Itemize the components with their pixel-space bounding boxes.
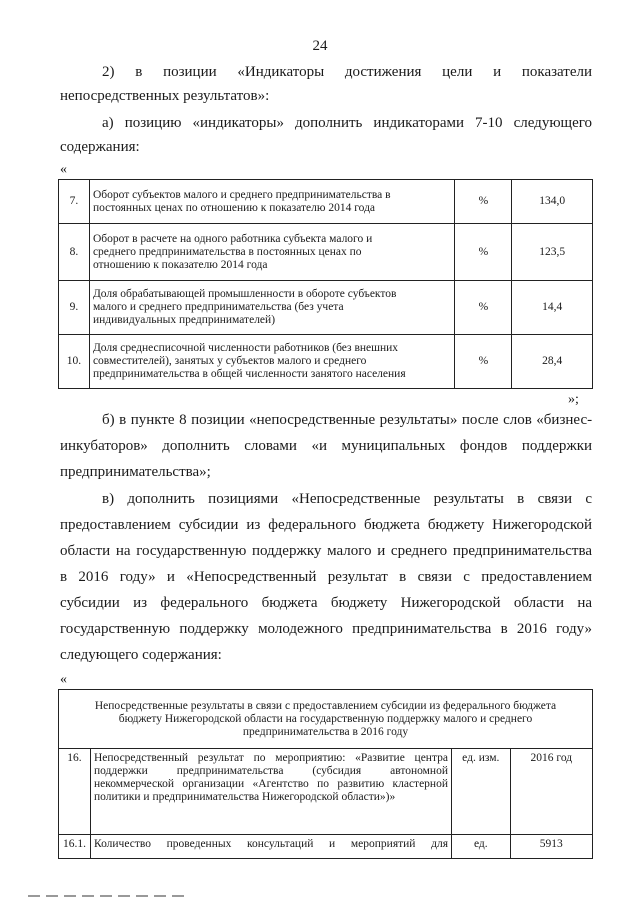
row-description: Оборот в расчете на одного работника субъекта малого и среднего предпринимательства в постоянных ценах по отношению к показателю 2014 года [89,224,455,281]
point-a-line-1: а) позицию «индикаторы» дополнить индикаторами 7-10 следующего [102,115,593,131]
indicators-table [58,179,593,389]
row-value: 28,4 [512,335,593,389]
row-number: 7. [59,180,90,224]
row-unit: ед. [451,835,510,859]
quote-open-mark: « [60,162,67,177]
point-c-line-6: государственную поддержку молодежного предпринимательства в 2016 году» [60,621,593,637]
point-c-line-3: области на государственную поддержку малого и среднего предпринимательства [60,543,592,559]
table-row [59,281,593,335]
results-table [58,689,593,859]
row-description: Доля среднесписочной численности работников (без внешних совместителей), занятых у субъектов малого и среднего предпринимательства в общей численности занятого населения [89,335,455,389]
row-description: Количество проведенных консультаций и мероприятий для [90,835,451,859]
point-a-line-2: содержания: [60,139,140,155]
intro-line-1: 2) в позиции «Индикаторы достижения цели и показатели [102,64,593,80]
quote-open-mark-2: « [60,672,67,687]
point-b-line-2: инкубаторов» дополнить словами «и муниципальных фондов поддержки [60,438,593,454]
point-c-line-4: в 2016 году» и «Непосредственный результат в связи с предоставлением [60,569,593,585]
point-c-line-1: в) дополнить позициями «Непосредственные результаты в связи с [102,491,593,507]
row-unit: % [455,335,512,389]
table-row [59,180,593,224]
point-c-line-2: предоставлением субсидии из федерального бюджета бюджету Нижегородской [60,517,593,533]
table-row [59,335,593,389]
table-row [59,835,593,859]
row-number: 8. [59,224,90,281]
point-b-line-1: б) в пункте 8 позиции «непосредственные результаты» после слов «бизнес- [102,412,593,428]
row-unit: % [455,224,512,281]
row-number: 10. [59,335,90,389]
row-value: 134,0 [512,180,593,224]
row-unit: % [455,281,512,335]
row-number: 9. [59,281,90,335]
results-table-header: Непосредственные результаты в связи с предоставлением субсидии из федерального бюджета бюджету Нижегородской области на государственную поддержку малого и среднего предпринимательства в 2016 году [59,690,593,749]
row-description: Оборот субъектов малого и среднего предпринимательства в постоянных ценах по отношению к показателю 2014 года [89,180,455,224]
quote-close-mark: »; [568,392,579,407]
scan-edge-marks [28,895,188,897]
row-value: 5913 [510,835,592,859]
intro-line-2: непосредственных результатов»: [60,88,270,104]
table-row [59,749,593,835]
row-number: 16. [59,749,91,835]
point-b-line-3: предпринимательства»; [60,464,211,480]
point-c-line-7: следующего содержания: [60,647,222,663]
table-row [59,224,593,281]
row-description: Доля обрабатывающей промышленности в обороте субъектов малого и среднего предпринимательства (без учета индивидуальных предпринимателей) [89,281,455,335]
page-number: 24 [312,38,328,54]
row-value: 2016 год [510,749,592,835]
row-number: 16.1. [59,835,91,859]
row-unit: ед. изм. [451,749,510,835]
row-value: 14,4 [512,281,593,335]
point-c-line-5: субсидии из федерального бюджета бюджету Нижегородской области на [60,595,593,611]
table-header-row [59,690,593,749]
row-description: Непосредственный результат по мероприятию: «Развитие центра поддержки предпринимательства (субсидия автономной некоммерческой организации «Агентство по развитию кластерной политики и предпринимательства Нижегородской области»)» [90,749,451,835]
row-value: 123,5 [512,224,593,281]
row-unit: % [455,180,512,224]
